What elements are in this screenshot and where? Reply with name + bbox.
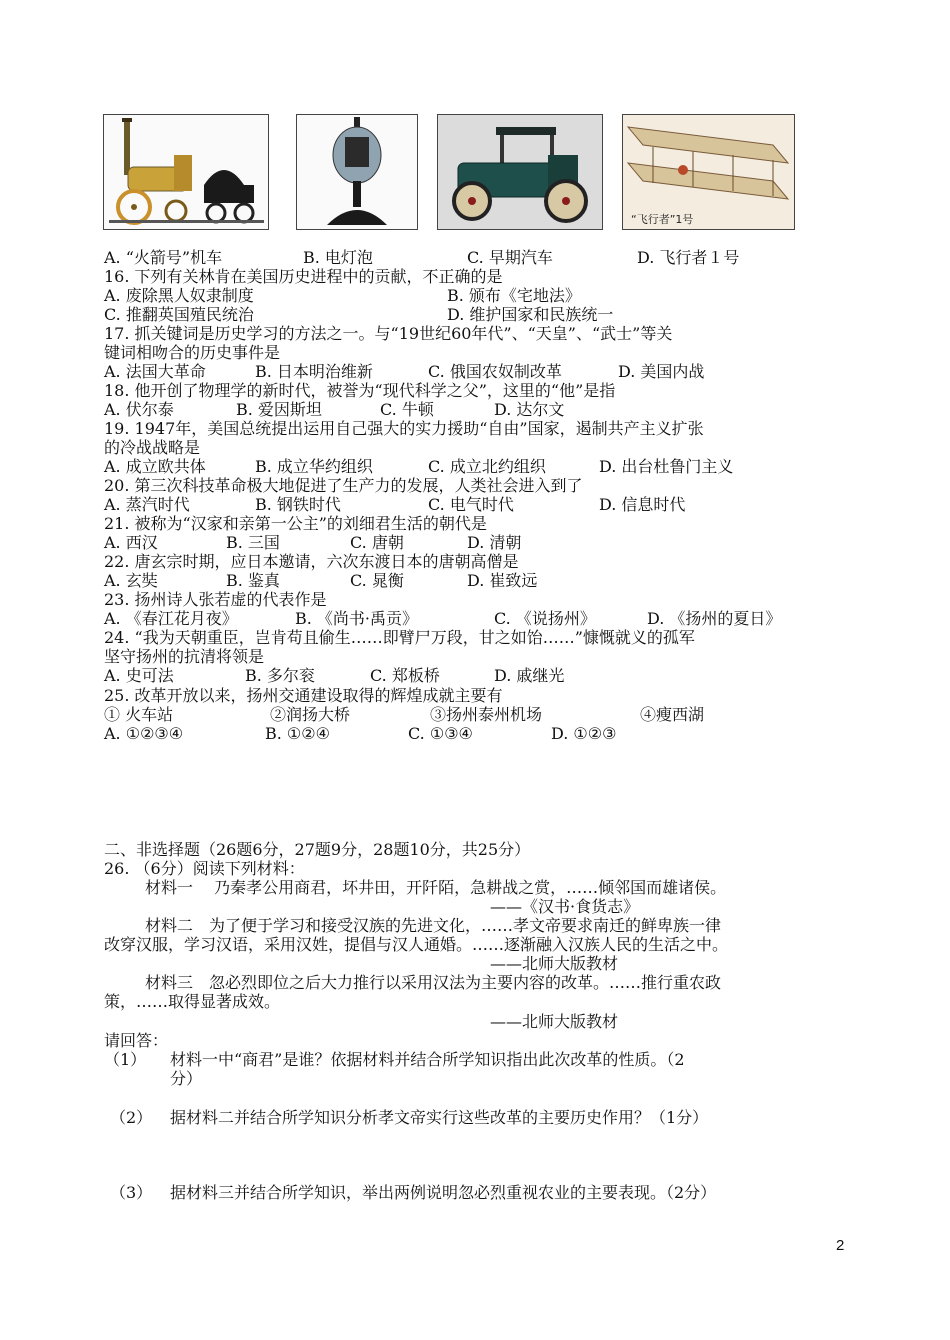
q26-material-2-source: ——北师大版教材 [490, 954, 619, 973]
q25-option-b: B. ①②④ [265, 724, 330, 743]
q26-sub-2-number: （2） [110, 1108, 153, 1127]
q26-sub-1-number: （1） [104, 1050, 147, 1069]
q23-option-d: D. 《扬州的夏日》 [647, 609, 782, 628]
q21-option-b: B. 三国 [226, 533, 280, 552]
q24-option-b: B. 多尔衮 [245, 666, 315, 685]
page-number: 2 [836, 1237, 845, 1254]
q26-sub-3: 据材料三并结合所学知识，举出两例说明忽必烈重视农业的主要表现。（2分） [170, 1183, 717, 1202]
q25-option-a: A. ①②③④ [104, 724, 184, 743]
q17-option-a: A. 法国大革命 [104, 362, 206, 381]
q25-option-c: C. ①③④ [408, 724, 473, 743]
q24-stem-2: 坚守扬州的抗清将领是 [104, 647, 265, 666]
q26-material-1: 材料一 乃秦孝公用商君，坏井田，开阡陌，急耕战之赏，……倾邻国而雄诸侯。 [145, 878, 727, 897]
q15-option-c: C. 早期汽车 [467, 248, 553, 267]
early-car-icon [438, 115, 602, 229]
q26-material-3-source: ——北师大版教材 [490, 1012, 619, 1031]
image-steam-locomotive [103, 114, 269, 230]
q16-option-b: B. 颁布《宅地法》 [447, 286, 581, 305]
q22-option-c: C. 晁衡 [350, 571, 404, 590]
q16-stem: 16. 下列有关林肯在美国历史进程中的贡献，不正确的是 [104, 267, 503, 286]
q24-option-d: D. 戚继光 [494, 666, 565, 685]
q19-option-c: C. 成立北约组织 [428, 457, 546, 476]
light-bulb-icon [297, 115, 417, 229]
q25-item-3: ③扬州泰州机场 [430, 705, 543, 724]
q20-option-b: B. 钢铁时代 [255, 495, 341, 514]
q17-stem-1: 17. 抓关键词是历史学习的方法之一。与“19世纪60年代”、“天皇”、“武士”等关 [104, 324, 673, 343]
q26-material-3-line-2: 策，……取得显著成效。 [104, 992, 281, 1011]
q22-option-d: D. 崔致远 [467, 571, 538, 590]
q20-option-d: D. 信息时代 [599, 495, 686, 514]
q26-sub-1-line-1: 材料一中“商君”是谁？依据材料并结合所学知识指出此次改革的性质。（2 [170, 1050, 685, 1069]
q23-option-c: C. 《说扬州》 [494, 609, 596, 628]
q21-option-a: A. 西汉 [104, 533, 158, 552]
q18-option-c: C. 牛顿 [380, 400, 434, 419]
q25-item-2: ②润扬大桥 [270, 705, 351, 724]
q20-stem: 20. 第三次科技革命极大地促进了生产力的发展，人类社会进入到了 [104, 476, 583, 495]
q19-option-b: B. 成立华约组织 [255, 457, 373, 476]
q15-option-a: A. “火箭号”机车 [104, 248, 223, 267]
q21-option-d: D. 清朝 [467, 533, 522, 552]
q17-option-d: D. 美国内战 [618, 362, 705, 381]
q21-stem: 21. 被称为“汉家和亲第一公主”的刘细君生活的朝代是 [104, 514, 487, 533]
q25-item-4: ④瘦西湖 [640, 705, 705, 724]
q24-option-a: A. 史可法 [104, 666, 174, 685]
q23-stem: 23. 扬州诗人张若虚的代表作是 [104, 590, 327, 609]
q26-material-2-line-2: 改穿汉服，学习汉语，采用汉姓，提倡与汉人通婚。……逐渐融入汉族人民的生活之中。 [104, 935, 729, 954]
q22-stem: 22. 唐玄宗时期，应日本邀请，六次东渡日本的唐朝高僧是 [104, 552, 519, 571]
q17-stem-2: 键词相吻合的历史事件是 [104, 343, 281, 362]
q24-stem-1: 24. “我为天朝重臣，岂肯苟且偷生……即臂尸万段，甘之如饴……”慷慨就义的孤军 [104, 628, 695, 647]
q18-option-b: B. 爱因斯坦 [236, 400, 322, 419]
q26-sub-3-number: （3） [110, 1183, 153, 1202]
q26-material-3-line-1: 材料三 忽必烈即位之后大力推行以采用汉法为主要内容的改革。……推行重农政 [145, 973, 722, 992]
q25-stem: 25. 改革开放以来，扬州交通建设取得的辉煌成就主要有 [104, 686, 503, 705]
q19-stem-2: 的冷战战略是 [104, 438, 201, 457]
q18-stem: 18. 他开创了物理学的新时代，被誉为“现代科学之父”，这里的“他”是指 [104, 381, 616, 400]
q26-ask: 请回答： [104, 1031, 169, 1050]
q16-option-a: A. 废除黑人奴隶制度 [104, 286, 254, 305]
q22-option-b: B. 鉴真 [226, 571, 280, 590]
q24-option-c: C. 郑板桥 [370, 666, 440, 685]
q26-head: 26. （6分）阅读下列材料： [104, 859, 305, 878]
q25-option-d: D. ①②③ [551, 724, 617, 743]
q21-option-c: C. 唐朝 [350, 533, 404, 552]
q19-option-d: D. 出台杜鲁门主义 [599, 457, 734, 476]
q18-option-a: A. 伏尔泰 [104, 400, 174, 419]
q23-option-a: A. 《春江花月夜》 [104, 609, 238, 628]
q26-material-1-source: ——《汉书·食货志》 [490, 897, 640, 916]
q19-stem-1: 19. 1947年，美国总统提出运用自己强大的实力援助“自由”国家，遏制共产主义扩张 [104, 419, 704, 438]
section-2-heading: 二、非选择题（26题6分，27题9分，28题10分，共25分） [104, 840, 531, 859]
q20-option-a: A. 蒸汽时代 [104, 495, 190, 514]
q25-item-1: ① 火车站 [104, 705, 174, 724]
image-early-car [437, 114, 603, 230]
q22-option-a: A. 玄奘 [104, 571, 158, 590]
q15-option-b: B. 电灯泡 [303, 248, 373, 267]
q16-option-c: C. 推翻英国殖民统治 [104, 305, 254, 324]
q18-option-d: D. 达尔文 [494, 400, 565, 419]
image-light-bulb [296, 114, 418, 230]
image-biplane [622, 114, 795, 230]
biplane-caption: “飞行者”1号 [631, 213, 694, 226]
q26-material-2-line-1: 材料二 为了便于学习和接受汉族的先进文化，……孝文帝要求南迁的鲜卑族一律 [145, 916, 722, 935]
q17-option-c: C. 俄国农奴制改革 [428, 362, 562, 381]
q19-option-a: A. 成立欧共体 [104, 457, 206, 476]
q26-sub-2: 据材料二并结合所学知识分析孝文帝实行这些改革的主要历史作用？（1分） [170, 1108, 709, 1127]
q26-sub-1-line-2: 分） [170, 1069, 203, 1088]
steam-locomotive-icon [104, 115, 268, 229]
q16-option-d: D. 维护国家和民族统一 [447, 305, 614, 324]
q17-option-b: B. 日本明治维新 [255, 362, 373, 381]
q20-option-c: C. 电气时代 [428, 495, 514, 514]
q15-option-d: D. 飞行者１号 [637, 248, 740, 267]
q23-option-b: B. 《尚书·禹贡》 [295, 609, 419, 628]
